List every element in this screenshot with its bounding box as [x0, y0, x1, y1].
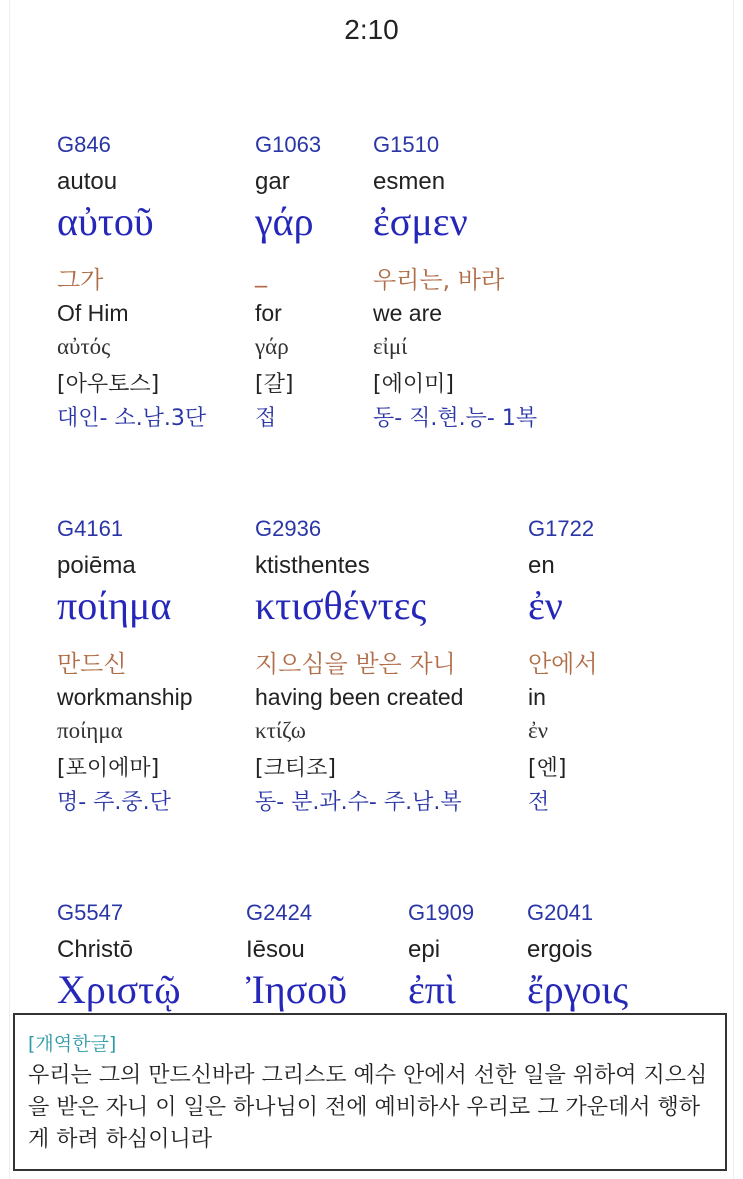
strong-number[interactable]: G4161 — [57, 516, 124, 541]
transliteration: en — [528, 552, 555, 579]
strong-number[interactable]: G5547 — [57, 900, 124, 925]
lemma: εἰμί — [373, 334, 408, 359]
korean-gloss: 만드신 — [57, 650, 127, 678]
korean-gloss: 그가 — [57, 266, 104, 294]
transliteration: epi — [408, 936, 441, 963]
morphology: 명- 주.중.단 — [57, 790, 171, 815]
korean-gloss: _ — [255, 260, 267, 288]
transliteration: ergois — [527, 936, 593, 963]
english-gloss: in — [528, 684, 546, 710]
transliteration: Christō — [57, 936, 134, 963]
greek-word: Χριστῷ — [57, 967, 181, 1012]
greek-word: ἐσμεν — [373, 199, 468, 244]
transliteration: ktisthentes — [255, 552, 370, 579]
strong-number[interactable]: G1722 — [528, 516, 595, 541]
morphology: 동- 직.현.능- 1복 — [373, 406, 538, 431]
translation-text: 우리는 그의 만드신바라 그리스도 예수 안에서 선한 일을 위하여 지으심을 받은 자니 이 일은 하나님이 전에 예비하사 우리로 그 가운데서 행하게 하려 하심이니라 — [28, 1063, 708, 1152]
greek-word: ἐν — [528, 583, 563, 628]
transliteration: autou — [57, 168, 118, 195]
strong-number[interactable]: G846 — [57, 132, 111, 157]
pronunciation: [크티조] — [255, 756, 336, 781]
korean-gloss: 안에서 — [528, 650, 598, 678]
morphology: 대인- 소.남.3단 — [57, 406, 207, 431]
strong-number[interactable]: G2424 — [246, 900, 313, 925]
pronunciation: [아우토스] — [57, 372, 160, 397]
transliteration: gar — [255, 168, 290, 195]
lemma: αὐτός — [57, 334, 111, 359]
morphology: 전 — [528, 790, 550, 815]
greek-word: ποίημα — [57, 583, 172, 628]
greek-word: αὐτοῦ — [57, 199, 154, 244]
pronunciation: [에이미] — [373, 372, 454, 397]
english-gloss: we are — [373, 300, 443, 326]
greek-word: κτισθέντες — [255, 583, 427, 628]
morphology: 접 — [255, 406, 277, 431]
strong-number[interactable]: G2936 — [255, 516, 322, 541]
transliteration: poiēma — [57, 552, 136, 579]
greek-word: ἔργοις — [527, 967, 629, 1012]
translation-panel[interactable] — [13, 1013, 727, 1171]
greek-word: γάρ — [255, 199, 314, 244]
lemma: γάρ — [255, 334, 289, 359]
transliteration: Iēsou — [246, 936, 305, 963]
english-gloss: workmanship — [57, 684, 193, 710]
english-gloss: having been created — [255, 684, 464, 710]
translation-version-label: [개역한글] — [28, 1033, 117, 1055]
english-gloss: Of Him — [57, 300, 129, 326]
clock-time: 2:10 — [344, 14, 399, 45]
strong-number[interactable]: G1063 — [255, 132, 322, 157]
morphology: 동- 분.과.수- 주.남.복 — [255, 790, 462, 815]
strong-number[interactable]: G1909 — [408, 900, 475, 925]
greek-word: Ἰησοῦ — [246, 967, 348, 1012]
pronunciation: [포이에마] — [57, 756, 160, 781]
english-gloss: for — [255, 300, 282, 326]
pronunciation: [엔] — [528, 756, 567, 781]
lemma: ἐν — [528, 718, 549, 743]
lemma: ποίημα — [57, 718, 123, 743]
strong-number[interactable]: G1510 — [373, 132, 440, 157]
transliteration: esmen — [373, 168, 446, 195]
korean-gloss: 지으심을 받은 자니 — [255, 650, 456, 678]
strong-number[interactable]: G2041 — [527, 900, 594, 925]
greek-word: ἐπὶ — [408, 967, 456, 1012]
pronunciation: [갈] — [255, 372, 294, 397]
lemma: κτίζω — [255, 718, 306, 743]
korean-gloss: 우리는, 바라 — [373, 266, 505, 294]
